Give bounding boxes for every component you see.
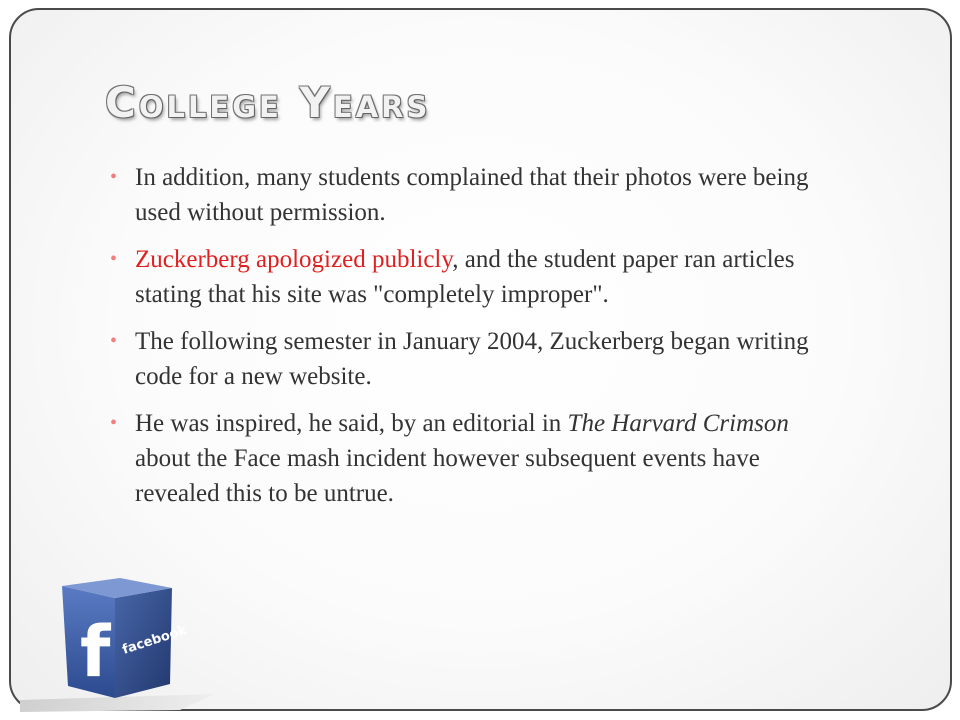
bullet-text: He was inspired, he said, by an editorial in bbox=[135, 410, 568, 437]
bullet-dot-icon: • bbox=[110, 412, 118, 434]
bullet-dot-icon: • bbox=[110, 166, 118, 188]
bullet-list bbox=[110, 160, 850, 523]
bullet-text: about the Face mash incident however subsequent events have revealed this to be untrue. bbox=[135, 445, 760, 507]
bullet-text: , and the student paper ran articles stating that his site was "completely improper". bbox=[135, 246, 795, 308]
bullet-dot-icon: • bbox=[110, 248, 118, 270]
logo-letter: f bbox=[80, 611, 111, 693]
facebook-cube-icon bbox=[20, 572, 220, 712]
bullet-text: The following semester in January 2004, Zuckerberg began writing code for a new website. bbox=[135, 328, 809, 390]
highlighted-text: Zuckerberg apologized publicly bbox=[135, 246, 453, 273]
bullet-dot-icon: • bbox=[110, 330, 118, 352]
bullet-item bbox=[110, 406, 850, 511]
bullet-item bbox=[110, 160, 850, 230]
bullet-item bbox=[110, 324, 850, 394]
logo-wordmark: facebook bbox=[120, 622, 189, 658]
bullet-item bbox=[110, 242, 850, 312]
publication-name: The Harvard Crimson bbox=[567, 410, 789, 437]
bullet-text: In addition, many students complained that their photos were being used without permission. bbox=[135, 164, 809, 226]
slide-title: College Years bbox=[105, 78, 431, 127]
facebook-logo bbox=[20, 572, 220, 712]
